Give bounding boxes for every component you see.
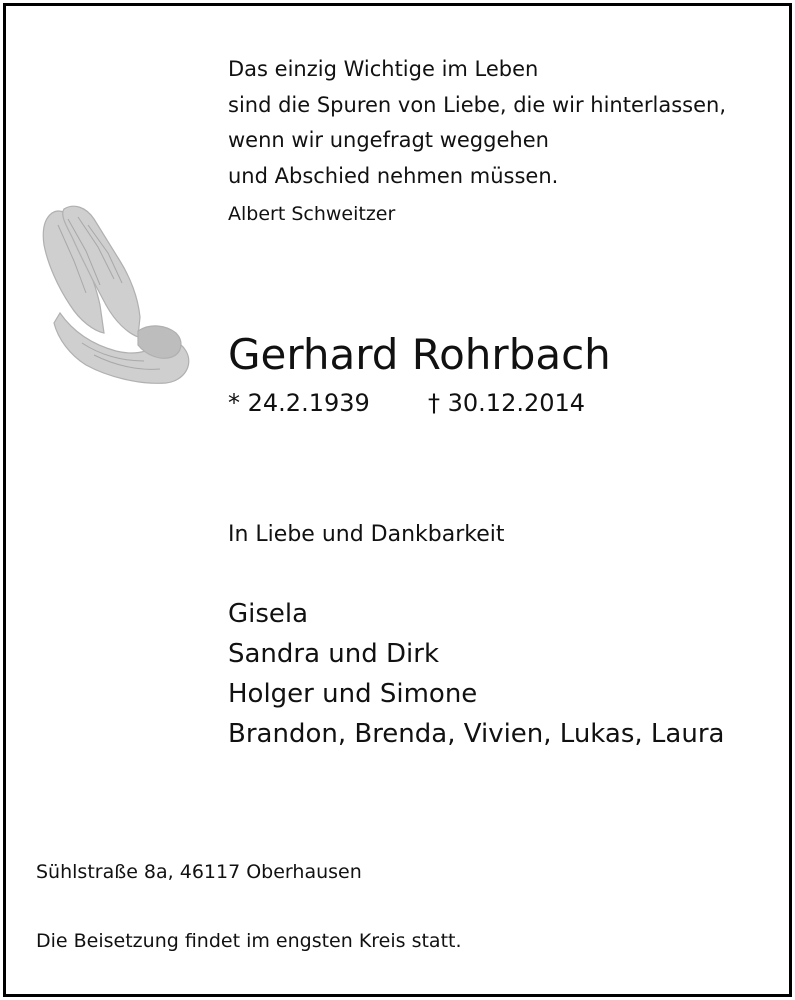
funeral-notice: Die Beisetzung findet im engsten Kreis statt. (36, 930, 462, 952)
life-dates (228, 386, 586, 420)
deceased-name: Gerhard Rohrbach (228, 330, 611, 379)
quote (228, 52, 726, 194)
quote-line: sind die Spuren von Liebe, die wir hinterlassen, (228, 92, 727, 117)
address: Sühlstraße 8a, 46117 Oberhausen (36, 861, 362, 883)
mourners-list (228, 594, 724, 754)
mourner: Brandon, Brenda, Vivien, Lukas, Laura (228, 719, 725, 749)
mourner: Holger und Simone (228, 679, 478, 709)
quote-line: Das einzig Wichtige im Leben (228, 57, 539, 81)
dedication: In Liebe und Dankbarkeit (228, 522, 505, 547)
birth-date: * 24.2.1939 (228, 389, 370, 417)
mourner: Gisela (228, 599, 309, 629)
quote-author: Albert Schweitzer (228, 203, 396, 225)
quote-line: und Abschied nehmen müssen. (228, 163, 559, 188)
quote-line: wenn wir ungefragt weggehen (228, 128, 549, 152)
praying-hands-icon (34, 205, 204, 385)
death-date: † 30.12.2014 (428, 389, 586, 417)
mourner: Sandra und Dirk (228, 639, 440, 669)
